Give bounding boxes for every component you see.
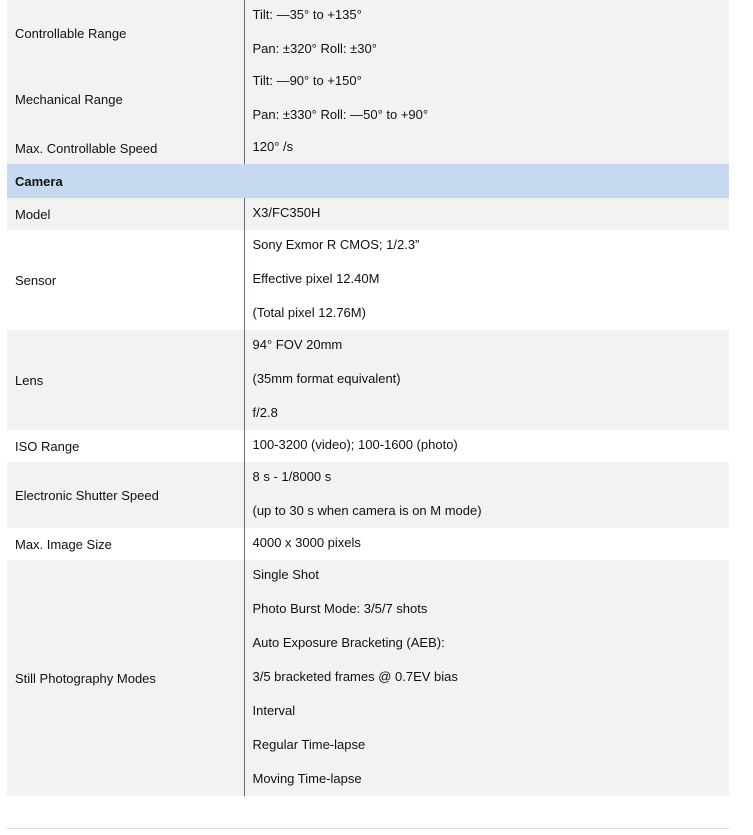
spec-value — [244, 230, 729, 330]
spec-value-line: Interval — [252, 703, 296, 718]
spec-value-line: (35mm format equivalent) — [252, 371, 401, 386]
spec-value-line: 100-3200 (video); 100-1600 (photo) — [252, 437, 458, 452]
spec-label: Mechanical Range — [7, 66, 244, 132]
table-row — [7, 330, 729, 430]
spec-value-line: Regular Time-lapse — [252, 737, 366, 752]
section-title: Camera — [7, 164, 244, 198]
spec-value-line: (Total pixel 12.76M) — [252, 305, 366, 320]
spec-value-line: (up to 30 s when camera is on M mode) — [252, 503, 482, 518]
spec-value-line: 94° FOV 20mm — [252, 337, 343, 352]
spec-label: Controllable Range — [7, 0, 244, 66]
spec-value-line: 4000 x 3000 pixels — [252, 535, 361, 550]
spec-label: Max. Controllable Speed — [7, 132, 244, 164]
spec-value-line: Pan: ±320° Roll: ±30° — [252, 41, 377, 56]
spec-value — [244, 198, 729, 230]
spec-label: ISO Range — [7, 430, 244, 462]
spec-value — [244, 132, 729, 164]
spec-value — [244, 462, 729, 528]
table-bottom-rule — [7, 828, 729, 829]
spec-value-line: f/2.8 — [252, 405, 278, 420]
spec-value-line: Tilt: —35° to +135° — [252, 7, 362, 22]
spec-table-body — [7, 0, 729, 796]
spec-value — [244, 560, 729, 796]
spec-label: Lens — [7, 330, 244, 430]
spec-value-line: Effective pixel 12.40M — [252, 271, 380, 286]
table-row — [7, 0, 729, 66]
table-row — [7, 462, 729, 528]
spec-value-line: Moving Time-lapse — [252, 771, 362, 786]
spec-label: Electronic Shutter Speed — [7, 462, 244, 528]
spec-value-line: Auto Exposure Bracketing (AEB): — [252, 635, 445, 650]
spec-label: Still Photography Modes — [7, 560, 244, 796]
table-row — [7, 66, 729, 132]
spec-value — [244, 66, 729, 132]
spec-value-line: Single Shot — [252, 567, 319, 582]
spec-value — [244, 0, 729, 66]
table-row — [7, 198, 729, 230]
table-row — [7, 230, 729, 330]
table-row — [7, 132, 729, 164]
spec-value-line: 120° /s — [252, 139, 294, 154]
table-row — [7, 560, 729, 796]
spec-table — [7, 0, 729, 796]
spec-value-line: Tilt: —90° to +150° — [252, 73, 362, 88]
spec-label: Max. Image Size — [7, 528, 244, 560]
spec-value — [244, 528, 729, 560]
table-row — [7, 528, 729, 560]
spec-value-line: 8 s - 1/8000 s — [252, 469, 332, 484]
spec-value-line: X3/FC350H — [252, 205, 321, 220]
section-header-row — [7, 164, 729, 198]
spec-value — [244, 330, 729, 430]
spec-label: Sensor — [7, 230, 244, 330]
spec-value-line: Photo Burst Mode: 3/5/7 shots — [252, 601, 428, 616]
spec-label: Model — [7, 198, 244, 230]
spec-value-line: Sony Exmor R CMOS; 1/2.3” — [252, 237, 420, 252]
section-fill — [244, 164, 729, 198]
table-row — [7, 430, 729, 462]
spec-value-line: Pan: ±330° Roll: —50° to +90° — [252, 107, 429, 122]
spec-value-line: 3/5 bracketed frames @ 0.7EV bias — [252, 669, 458, 684]
spec-value — [244, 430, 729, 462]
